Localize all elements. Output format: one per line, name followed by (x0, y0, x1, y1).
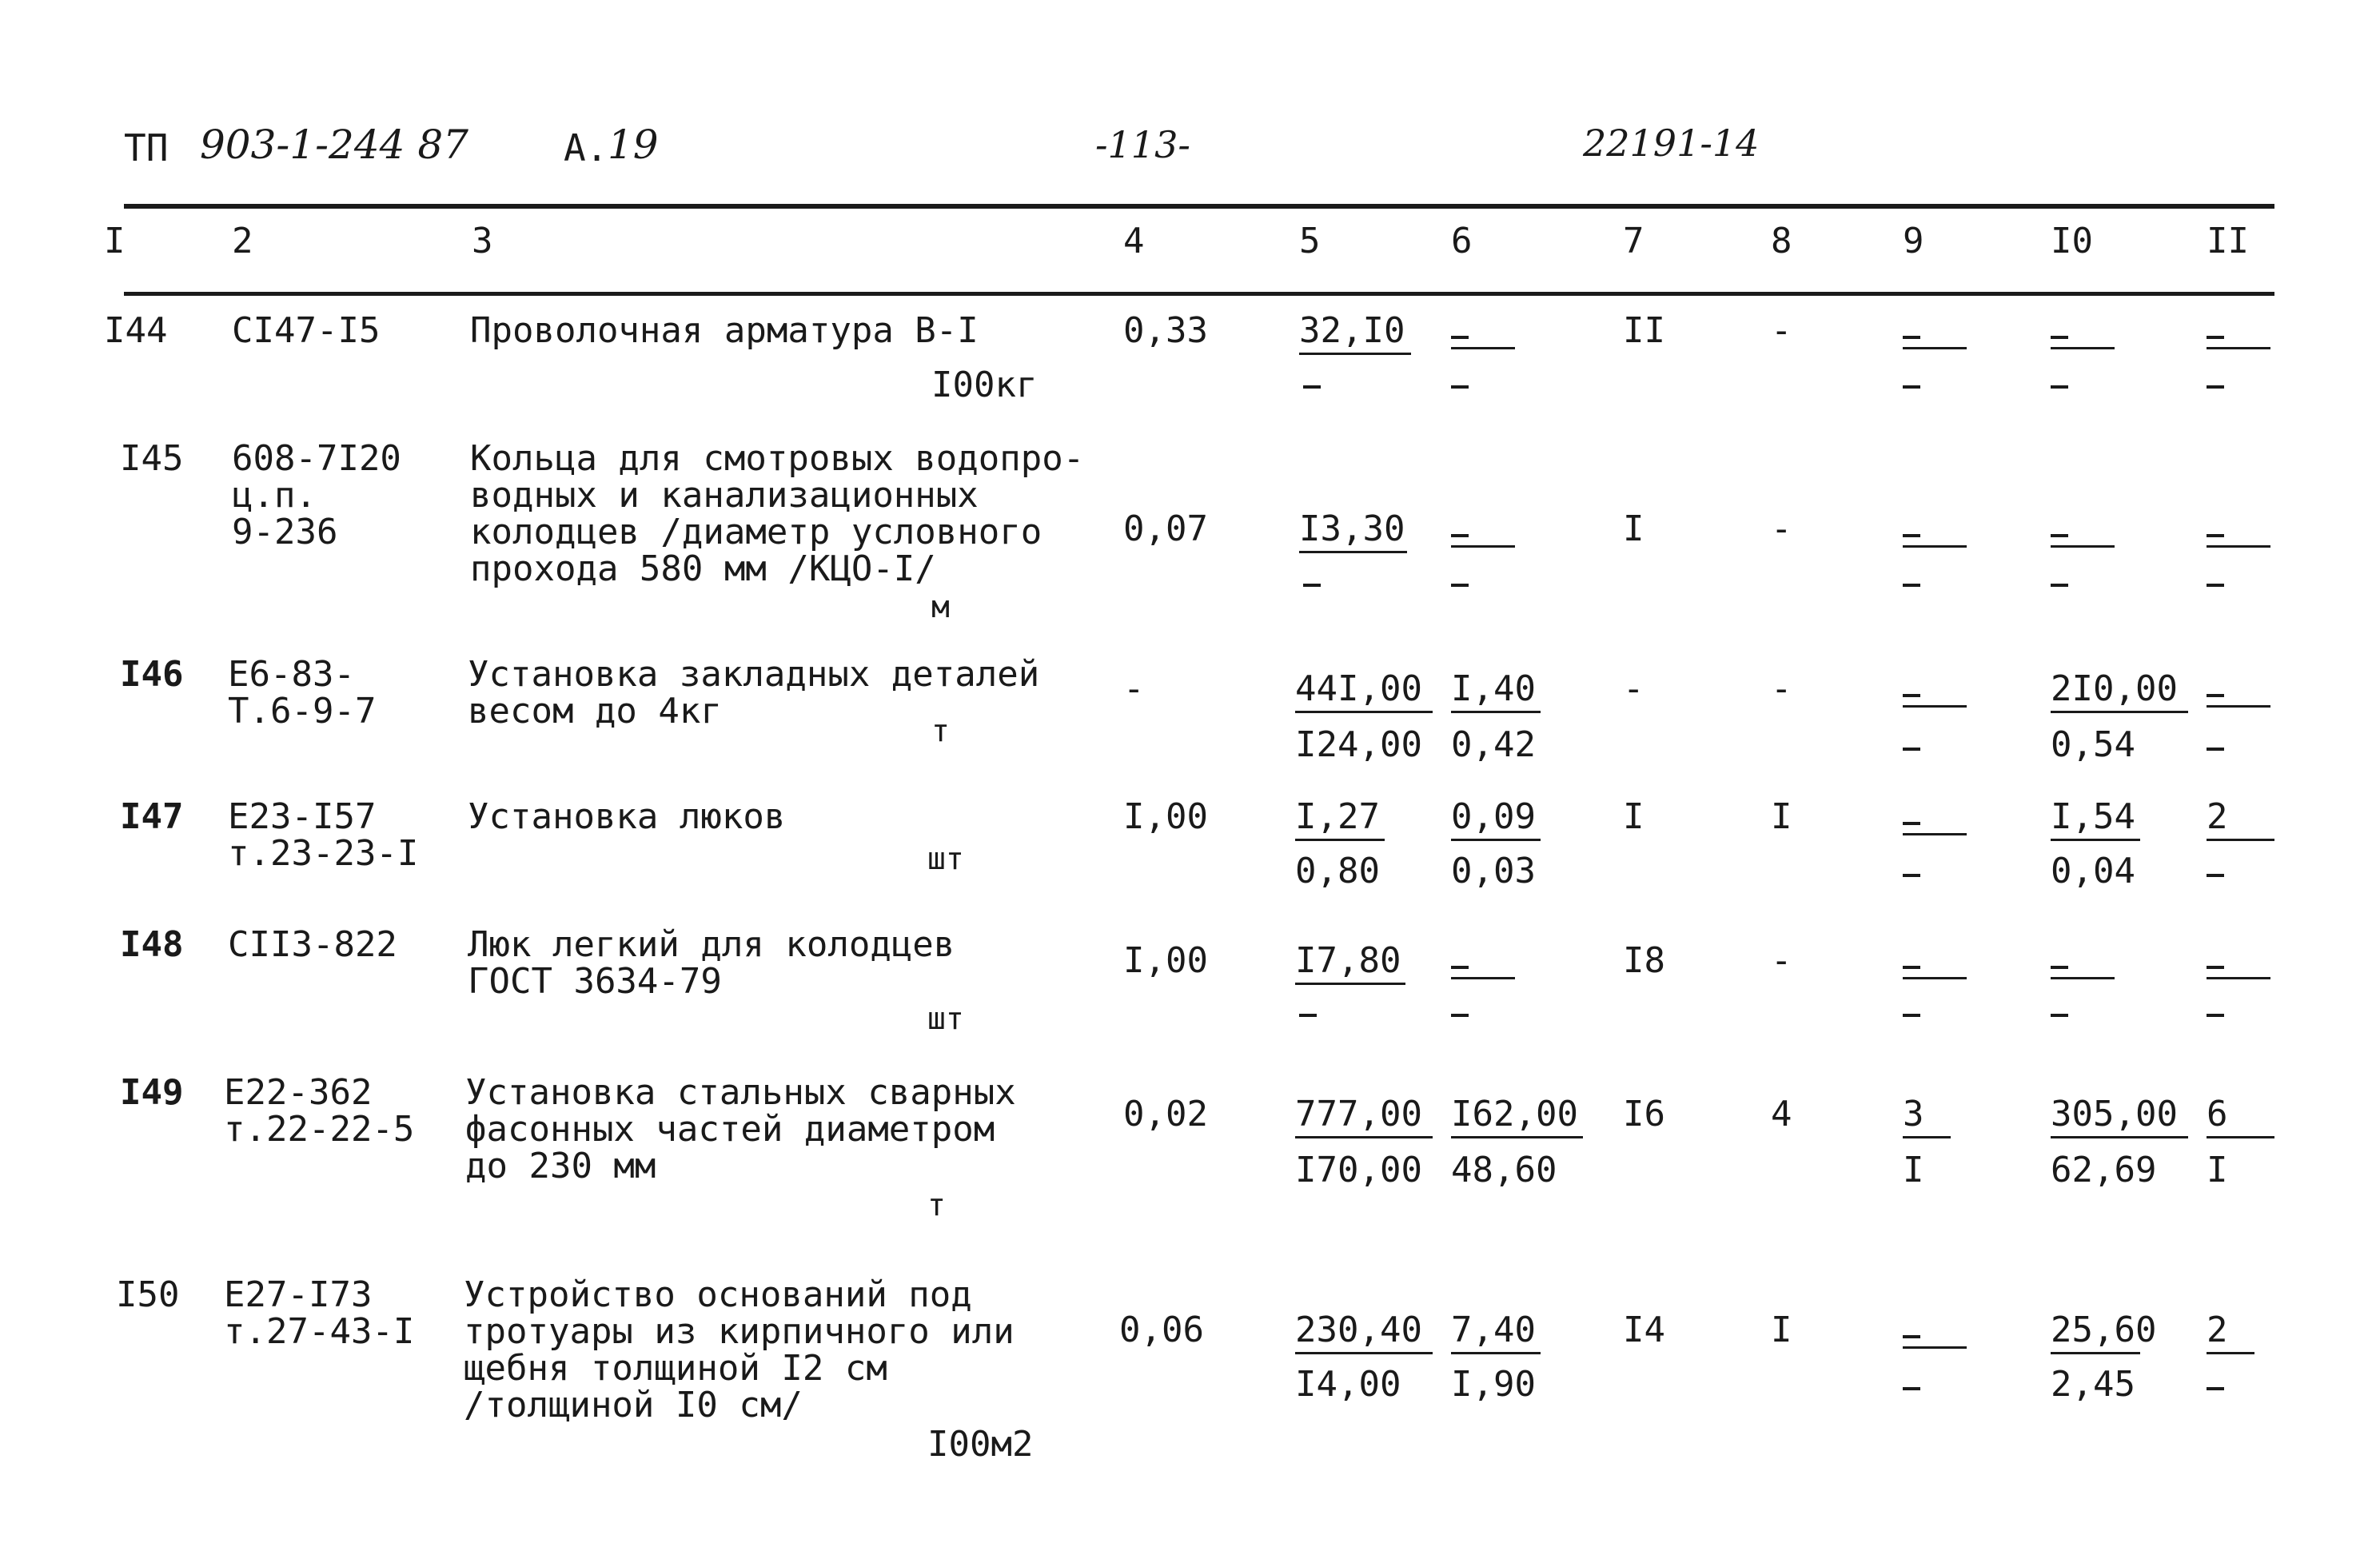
empty-dash (1451, 385, 1469, 389)
col7-value: I4 (1623, 1310, 1665, 1350)
row-number: I46 (120, 654, 184, 695)
col9-top: 3 (1903, 1094, 1924, 1134)
item-description: водных и канализационных (470, 475, 979, 516)
col5-top: 230,40 (1295, 1310, 1422, 1350)
col11-bottom: I (2207, 1150, 2228, 1190)
empty-fraction (1451, 966, 1515, 977)
col5-bottom: I70,00 (1295, 1150, 1422, 1190)
col11-top: 6 (2207, 1094, 2228, 1134)
page-number: -113- (1095, 123, 1190, 166)
col7-value: II (1623, 310, 1665, 351)
item-description: Проволочная арматура В-I (470, 310, 979, 351)
project-number: 903-1-244 87 (200, 122, 468, 168)
header-prefix: ТП (124, 126, 169, 169)
album-number: 19 (608, 122, 659, 168)
empty-fraction (2207, 534, 2270, 545)
column-header: I0 (2051, 221, 2093, 261)
column-header: II (2207, 221, 2249, 261)
item-description: Люк легкий для колодцев (468, 924, 955, 965)
row-number: I47 (120, 796, 184, 837)
col5-bottom: I4,00 (1295, 1364, 1401, 1405)
empty-fraction (1451, 534, 1515, 545)
unit: шт (927, 1001, 964, 1036)
empty-fraction (2051, 534, 2115, 545)
empty-fraction (2207, 694, 2270, 705)
col8-value: - (1771, 508, 1792, 549)
col4-value: 0,07 (1123, 508, 1208, 549)
empty-fraction (2051, 966, 2115, 977)
col7-value: I8 (1623, 940, 1665, 981)
col8-value: I (1771, 796, 1792, 837)
col6-top: I,40 (1451, 668, 1536, 709)
col10-top: 305,00 (2051, 1094, 2178, 1134)
empty-dash (2207, 874, 2224, 877)
document-number: 22191-14 (1583, 122, 1760, 165)
empty-dash (2051, 1014, 2068, 1017)
empty-dash (2207, 1387, 2224, 1390)
col8-value: - (1771, 940, 1792, 981)
unit: т (927, 1187, 946, 1222)
column-header: 6 (1451, 221, 1473, 261)
item-description: /толщиной I0 см/ (464, 1385, 803, 1425)
item-code: Е22-362 (224, 1072, 373, 1113)
item-description: до 230 мм (465, 1146, 656, 1186)
row-number: I50 (116, 1274, 180, 1315)
item-code: ц.п. (232, 475, 317, 516)
column-header: 4 (1123, 221, 1145, 261)
col4-value: I,00 (1123, 796, 1208, 837)
col10-top: 25,60 (2051, 1310, 2157, 1350)
empty-dash (1903, 385, 1920, 389)
item-description: Устройство оснований под (464, 1274, 972, 1315)
col7-value: - (1623, 668, 1644, 709)
item-description: Установка стальных сварных (465, 1072, 1016, 1113)
column-header: 2 (232, 221, 253, 261)
item-code: 608-7I20 (232, 438, 401, 479)
item-description: Кольца для смотровых водопро- (470, 438, 1085, 479)
column-header: 7 (1623, 221, 1644, 261)
row-number: I45 (120, 438, 184, 479)
col5-top: 777,00 (1295, 1094, 1422, 1134)
top-rule (124, 204, 2274, 209)
col5-bottom: 0,80 (1295, 851, 1380, 891)
unit: I00м2 (927, 1424, 1034, 1465)
col6-bottom: 48,60 (1451, 1150, 1557, 1190)
col6-bottom: I,90 (1451, 1364, 1536, 1405)
col4-value: 0,02 (1123, 1094, 1208, 1134)
col7-value: I (1623, 796, 1644, 837)
col6-top: 0,09 (1451, 796, 1536, 837)
empty-dash (1903, 748, 1920, 751)
col5-top: I,27 (1295, 796, 1380, 837)
row-number: I44 (104, 310, 168, 351)
col4-value: - (1123, 668, 1145, 709)
empty-fraction (1903, 694, 1967, 705)
empty-fraction (2207, 966, 2270, 977)
col10-top: I,54 (2051, 796, 2135, 837)
empty-dash (1451, 584, 1469, 587)
empty-fraction (1903, 336, 1967, 347)
col5-top: I7,80 (1295, 940, 1401, 981)
empty-dash (1299, 1014, 1317, 1017)
item-description: прохода 580 мм /КЦО-I/ (470, 548, 936, 589)
col8-value: 4 (1771, 1094, 1792, 1134)
item-description: колодцев /диаметр условного (470, 512, 1042, 552)
column-header: 9 (1903, 221, 1924, 261)
unit: I00кг (931, 365, 1038, 405)
empty-fraction (1903, 822, 1967, 833)
col10-bottom: 0,54 (2051, 724, 2135, 765)
empty-dash (1903, 1387, 1920, 1390)
col11-top: 2 (2207, 796, 2228, 837)
empty-dash (2207, 584, 2224, 587)
col4-value: 0,06 (1119, 1310, 1204, 1350)
empty-fraction (1903, 966, 1967, 977)
item-description: щебня толщиной I2 см (464, 1348, 887, 1389)
item-code: т.23-23-I (228, 833, 419, 874)
col11-top: 2 (2207, 1310, 2228, 1350)
header-bottom-rule (124, 292, 2274, 296)
col6-bottom: 0,03 (1451, 851, 1536, 891)
col5-bottom: I24,00 (1295, 724, 1422, 765)
row-number: I49 (120, 1072, 184, 1113)
unit: шт (927, 841, 964, 876)
column-header: 3 (472, 221, 493, 261)
item-description: весом до 4кг (468, 691, 722, 732)
item-description: тротуары из кирпичного или (464, 1311, 1015, 1352)
row-number: I48 (120, 924, 184, 965)
item-description: ГОСТ 3634-79 (468, 961, 722, 1002)
col10-bottom: 2,45 (2051, 1364, 2135, 1405)
unit: т (931, 713, 950, 748)
item-code: Е6-83- (228, 654, 355, 695)
empty-fraction (2207, 336, 2270, 347)
empty-dash (2051, 385, 2068, 389)
column-header: 8 (1771, 221, 1792, 261)
column-header: I (104, 221, 126, 261)
item-code: т.22-22-5 (224, 1109, 415, 1150)
empty-dash (1303, 385, 1321, 389)
col10-bottom: 0,04 (2051, 851, 2135, 891)
col5-top: 32,I0 (1299, 310, 1405, 351)
item-code: 9-236 (232, 512, 338, 552)
col6-top: 7,40 (1451, 1310, 1536, 1350)
empty-dash (1903, 874, 1920, 877)
col7-value: I6 (1623, 1094, 1665, 1134)
col10-bottom: 62,69 (2051, 1150, 2157, 1190)
empty-dash (1451, 1014, 1469, 1017)
empty-fraction (1903, 1335, 1967, 1346)
col4-value: I,00 (1123, 940, 1208, 981)
empty-dash (1903, 1014, 1920, 1017)
col4-value: 0,33 (1123, 310, 1208, 351)
item-code: СI47-I5 (232, 310, 381, 351)
col10-top: 2I0,00 (2051, 668, 2178, 709)
item-code: Т.6-9-7 (228, 691, 377, 732)
empty-dash (2207, 1014, 2224, 1017)
item-code: т.27-43-I (224, 1311, 415, 1352)
col6-top: I62,00 (1451, 1094, 1578, 1134)
empty-dash (2207, 385, 2224, 389)
album-label: А. (564, 126, 608, 169)
col8-value: - (1771, 310, 1792, 351)
empty-dash (1903, 584, 1920, 587)
column-header: 5 (1299, 221, 1321, 261)
col9-bottom: I (1903, 1150, 1924, 1190)
item-code: Е23-I57 (228, 796, 377, 837)
item-description: фасонных частей диаметром (465, 1109, 995, 1150)
col8-value: - (1771, 668, 1792, 709)
empty-fraction (2051, 336, 2115, 347)
unit: м (931, 589, 950, 624)
empty-fraction (1451, 336, 1515, 347)
item-code: Е27-I73 (224, 1274, 373, 1315)
col6-bottom: 0,42 (1451, 724, 1536, 765)
col7-value: I (1623, 508, 1644, 549)
empty-fraction (1903, 534, 1967, 545)
empty-dash (2051, 584, 2068, 587)
col8-value: I (1771, 1310, 1792, 1350)
item-description: Установка люков (468, 796, 786, 837)
empty-dash (1303, 584, 1321, 587)
empty-dash (2207, 748, 2224, 751)
item-description: Установка закладных деталей (468, 654, 1040, 695)
item-code: СII3-822 (228, 924, 397, 965)
col5-top: 44I,00 (1295, 668, 1422, 709)
col5-top: I3,30 (1299, 508, 1405, 549)
